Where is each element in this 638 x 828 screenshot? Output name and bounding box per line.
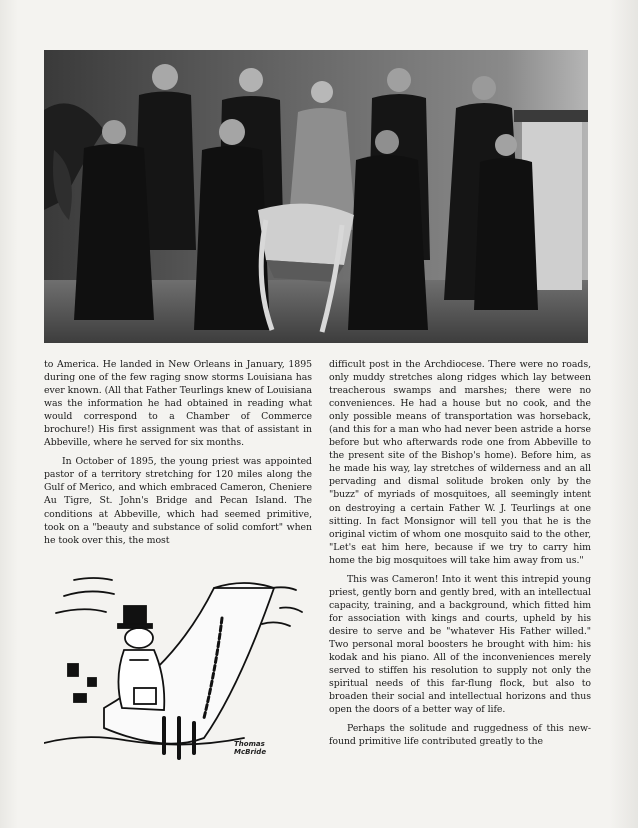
cartoon-signature [234,740,266,756]
left-paragraph-1: to America. He landed in New Orleans in January, 1895 during one of the few raging snow storms Louisiana has ever known. (All that Father Teurlings knew of Louisiana was the information he had obtained in reading what would correspond to a Chamber of Commerce brochure!) His first assignment was that of assistant in Abbeville, where he served for six months. [44,359,312,449]
cartoon-illustration [44,568,312,768]
photo-illustration [44,50,588,343]
right-paragraph-1: difficult post in the Archdiocese. There were no roads, only muddy stretches along ridges which lay between treacherous swamps and marshes; there were no conveniences. He had a house but no cook, and the only possible means of transportation was horseback, (and this for a man who had never been astride a horse before but who afterwards rode one from Abbeville to the present site of the Bishop's home). Before him, as he made his way, lay stretches of wilderness and an all pervading and dismal solitude broken only by the "buzz" of myriads of mosquitoes, all seemingly intent on destroying a certain Father W. J. Teurlings at one sitting. In fact Monsignor will tell you that he is the original victim of whom one mosquito said to the other, "Let's eat him here, because if we try to carry him home the big mosquitoes will take him away from us." [329,359,591,566]
right-paragraph-3: Perhaps the solitude and ruggedness of this new-found primitive life contributed greatly to the [329,723,591,748]
left-paragraph-2: In October of 1895, the young priest was appointed pastor of a territory stretching for 120 miles along the Gulf of Merico, and which embraced Cameron, Cheniere Au Tigre, St. John's Bridge and Pecan Island. The conditions at Abbeville, which had seemed primitive, took on a "beauty and substance of solid comfort" when he took over this, the most [44,456,312,546]
left-text-column [44,358,312,553]
signature-line-2: McBride [234,748,267,756]
signature-line-1: Thomas [234,740,265,748]
right-text-column [329,358,591,754]
right-paragraph-2: This was Cameron! Into it went this intrepid young priest, gently born and gently bred, with an intellectual capacity, training, and a background, which fitted him for association with kings and courts, upheld by his desire to serve and be "whatever His Father willed." Two personal moral boosters he brought with him: his kodak and his piano. All of the inconveniences merely served to stiffen his resolution to supply not only the spiritual needs of this far-flung flock, but also to broaden their social and intellectual horizons and thus open the doors of a better way of life. [329,573,591,716]
family-portrait-photo [44,50,588,343]
cartoon-priest-on-ship-icon [44,568,312,768]
